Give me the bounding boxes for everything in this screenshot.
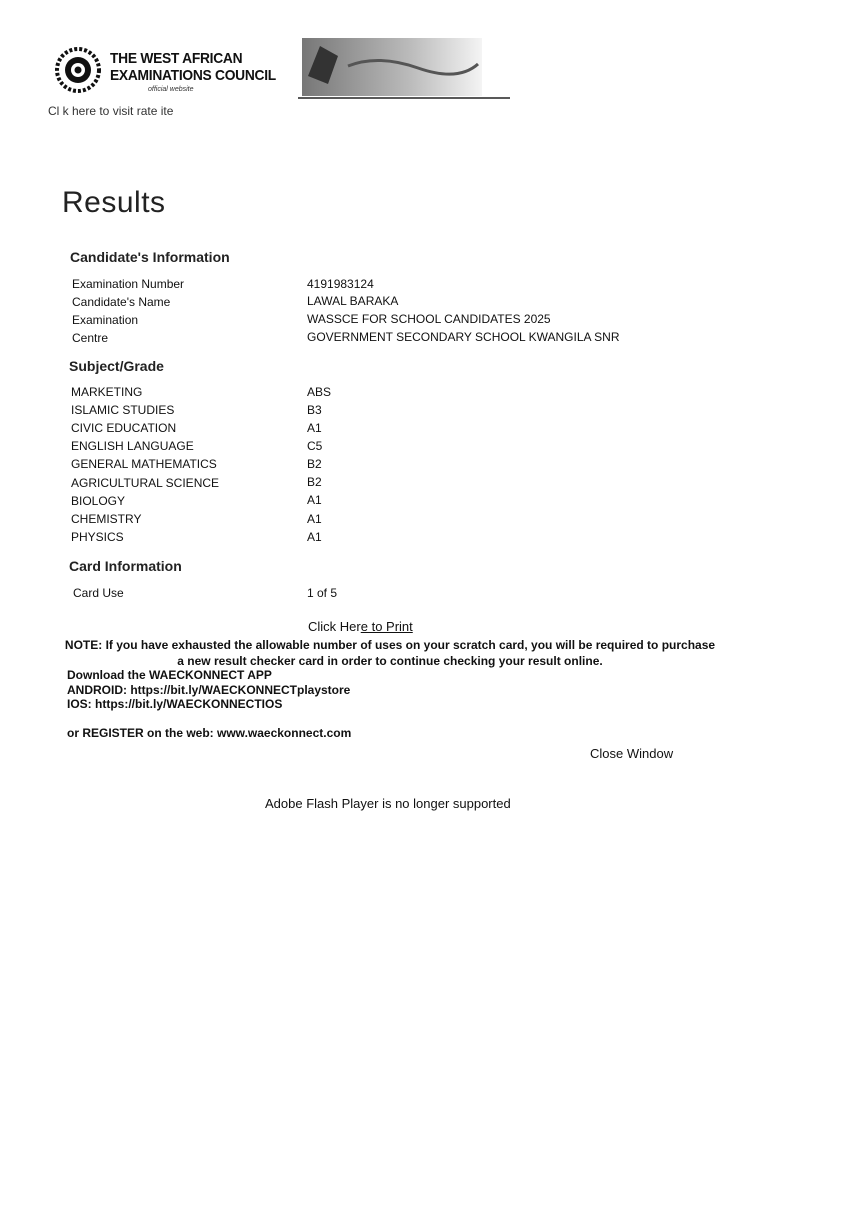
- subject-grade: B2: [307, 457, 322, 471]
- visit-corporate-site-link[interactable]: Cl k here to visit rate ite: [48, 104, 174, 118]
- subject-grade: B3: [307, 403, 322, 417]
- android-link[interactable]: ANDROID: https://bit.ly/WAECKONNECTplaystore: [67, 683, 351, 697]
- card-info-heading: Card Information: [69, 558, 182, 574]
- candidate-info-heading: Candidate's Information: [70, 249, 230, 265]
- card-use-label: Card Use: [73, 586, 124, 600]
- org-subtitle: official website: [148, 86, 194, 93]
- subject-grade: A1: [307, 512, 322, 526]
- subject-grade: B2: [307, 475, 322, 489]
- candidate-row-value: WASSCE FOR SCHOOL CANDIDATES 2025: [307, 312, 551, 326]
- subject-grade: A1: [307, 530, 322, 544]
- subject-grade: C5: [307, 439, 323, 453]
- subject-name: CHEMISTRY: [71, 512, 142, 526]
- subject-name: PHYSICS: [71, 530, 124, 544]
- scratch-card-note: [60, 637, 720, 669]
- subject-name: BIOLOGY: [71, 494, 126, 508]
- subject-grade: A1: [307, 421, 322, 435]
- candidate-row-value: 4191983124: [307, 277, 374, 291]
- subject-grade: ABS: [307, 385, 332, 399]
- subject-name: GENERAL MATHEMATICS: [71, 457, 217, 471]
- candidate-row-label: Candidate's Name: [72, 295, 171, 309]
- candidate-row-label: Centre: [72, 331, 109, 345]
- note-text: If you have exhausted the allowable number of uses on your scratch card, you will be required to purchase a new result checker card in order to continue checking your result online.: [102, 638, 716, 668]
- ios-link[interactable]: IOS: https://bit.ly/WAECKONNECTIOS: [67, 697, 283, 711]
- print-link-underlined-text: e to Print: [360, 619, 413, 634]
- note-label: NOTE:: [64, 638, 103, 652]
- subject-name: MARKETING: [71, 385, 143, 399]
- subject-grade-heading: Subject/Grade: [69, 358, 164, 374]
- subject-name: ISLAMIC STUDIES: [71, 403, 175, 417]
- candidate-row-label: Examination: [72, 313, 139, 327]
- waec-logo-emblem: [54, 46, 102, 94]
- register-web-link[interactable]: or REGISTER on the web: www.waeckonnect.com: [67, 726, 352, 740]
- download-app-text: Download the WAECKONNECT APP: [67, 668, 272, 682]
- subject-name: ENGLISH LANGUAGE: [71, 439, 194, 453]
- header-banner-image: [298, 36, 514, 100]
- candidate-row-value: LAWAL BARAKA: [307, 294, 399, 308]
- flash-notice: Adobe Flash Player is no longer supported: [265, 796, 511, 811]
- org-name: THE WEST AFRICAN EXAMINATIONS COUNCIL: [110, 50, 276, 84]
- print-link[interactable]: [308, 619, 413, 634]
- card-use-value: 1 of 5: [307, 586, 338, 600]
- subject-name: AGRICULTURAL SCIENCE: [71, 476, 220, 490]
- subject-name: CIVIC EDUCATION: [71, 421, 177, 435]
- page-title: Results: [62, 186, 166, 219]
- candidate-row-label: Examination Number: [72, 277, 185, 291]
- close-window-link[interactable]: Close Window: [590, 746, 674, 761]
- subject-grade: A1: [307, 493, 322, 507]
- print-link-text: Click Her: [308, 619, 361, 634]
- candidate-row-value: GOVERNMENT SECONDARY SCHOOL KWANGILA SNR: [307, 330, 620, 344]
